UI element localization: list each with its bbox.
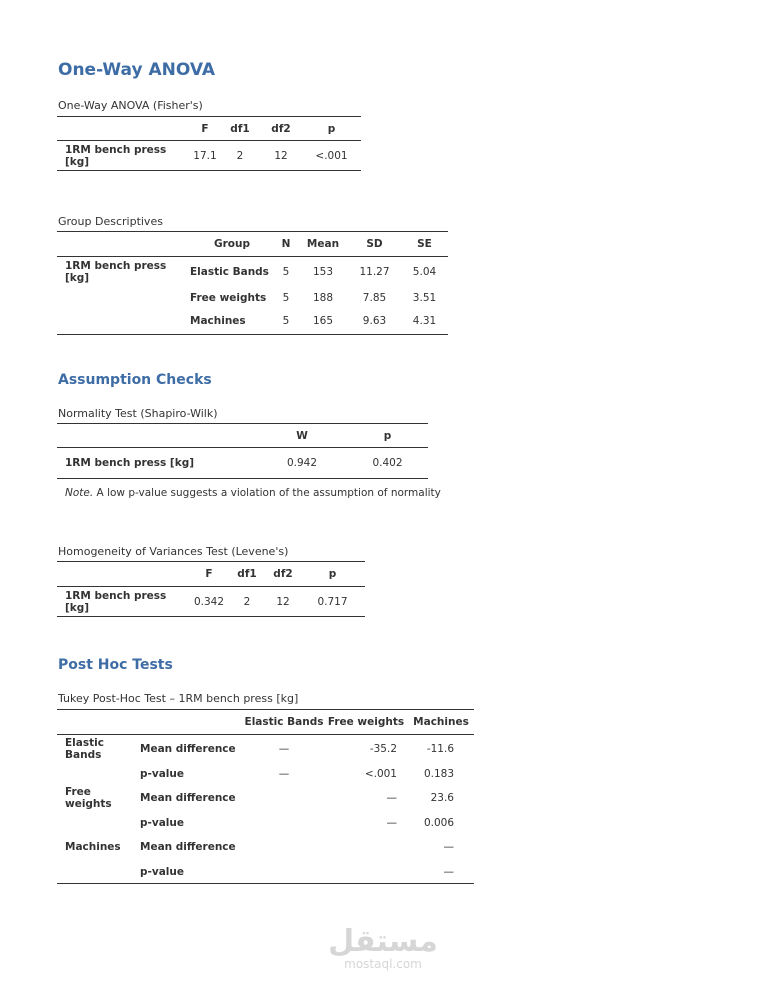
levene-f-value: 0.342	[193, 595, 225, 608]
descriptives-sd: 7.85	[362, 291, 387, 304]
levene-table	[57, 561, 365, 617]
levene-table-caption: Homogeneity of Variances Test (Levene's)	[58, 545, 289, 558]
assumptions-heading: Assumption Checks	[58, 372, 212, 388]
descriptives-n: 5	[282, 265, 290, 278]
anova-f-value: 17.1	[193, 149, 217, 162]
posthoc-cell: —	[278, 743, 290, 756]
descriptives-header-n: N	[281, 238, 291, 250]
levene-p-value: 0.717	[317, 595, 348, 608]
posthoc-cell: 0.006	[423, 816, 454, 829]
watermark-latin-text: mostaql.com	[344, 957, 422, 971]
anova-df2-value: 12	[274, 149, 288, 162]
descriptives-dependent-label: 1RM bench press [kg]	[65, 259, 167, 284]
normality-header-blank	[57, 424, 257, 448]
posthoc-cell: —	[278, 767, 290, 780]
posthoc-cell: —	[443, 841, 454, 853]
normality-w-value: 0.942	[286, 457, 318, 469]
table-row	[57, 309, 448, 335]
descriptives-header-mean: Mean	[306, 238, 340, 250]
table-row	[57, 833, 474, 862]
descriptives-mean: 153	[312, 265, 334, 278]
table-row	[57, 141, 361, 171]
mostaql-watermark	[318, 926, 448, 970]
posthoc-cell	[244, 784, 324, 813]
levene-header-df1: df1	[237, 568, 257, 580]
posthoc-group-label: Machines	[65, 841, 121, 853]
anova-heading: One-Way ANOVA	[58, 60, 216, 80]
descriptives-table-caption: Group Descriptives	[58, 215, 163, 228]
p-value-label: p-value	[140, 866, 184, 879]
posthoc-cell: —	[386, 792, 397, 804]
descriptives-n: 5	[282, 291, 290, 304]
table-row	[57, 784, 474, 813]
descriptives-n: 5	[282, 315, 290, 328]
normality-table-caption: Normality Test (Shapiro-Wilk)	[58, 407, 218, 420]
anova-header-blank	[57, 117, 190, 141]
posthoc-group-label: Free weights	[65, 786, 112, 810]
mean-difference-label: Mean difference	[140, 841, 236, 853]
anova-header-df2: df2	[271, 122, 291, 135]
descriptives-mean: 165	[312, 315, 334, 328]
descriptives-se: 3.51	[412, 291, 437, 304]
posthoc-cell	[244, 813, 324, 833]
descriptives-group-name: Elastic Bands	[190, 265, 269, 278]
levene-header-blank	[57, 562, 190, 587]
normality-header-p: p	[383, 429, 392, 442]
p-value-label: p-value	[140, 816, 184, 829]
posthoc-cell: —	[443, 866, 454, 879]
anova-header-df1: df1	[230, 122, 250, 135]
posthoc-header-blank	[140, 710, 244, 735]
normality-p-value: 0.402	[372, 457, 403, 469]
descriptives-group-name: Machines	[190, 315, 246, 328]
table-row	[57, 257, 448, 287]
descriptives-sd: 9.63	[362, 315, 387, 328]
anova-p-value: <.001	[315, 149, 348, 162]
posthoc-cell	[324, 833, 408, 862]
posthoc-header-elastic-bands: Elastic Bands	[244, 716, 324, 728]
descriptives-se: 4.31	[412, 315, 437, 328]
anova-df1-value: 2	[236, 149, 244, 162]
descriptives-table	[57, 231, 448, 335]
p-value-label: p-value	[140, 767, 184, 780]
posthoc-cell: -35.2	[369, 743, 397, 756]
levene-df1-value: 2	[243, 595, 251, 608]
descriptives-se: 5.04	[412, 265, 437, 278]
descriptives-header-group: Group	[213, 238, 250, 250]
descriptives-group-name: Free weights	[190, 291, 267, 304]
levene-header-f: F	[205, 568, 213, 580]
levene-header-p: p	[328, 568, 337, 580]
normality-table	[57, 423, 428, 479]
levene-header-df2: df2	[273, 568, 293, 580]
note-text: A low p-value suggests a violation of the assumption of normality	[96, 487, 441, 499]
posthoc-cell: —	[386, 816, 397, 829]
posthoc-group-label: Elastic Bands	[65, 737, 104, 762]
posthoc-header-blank	[57, 710, 140, 735]
table-row	[57, 862, 474, 884]
posthoc-heading: Post Hoc Tests	[58, 657, 173, 673]
posthoc-cell	[244, 862, 324, 884]
posthoc-header-machines: Machines	[413, 716, 469, 728]
levene-df2-value: 12	[276, 595, 290, 608]
table-row	[57, 587, 365, 617]
descriptives-mean: 188	[312, 291, 334, 304]
table-row	[57, 735, 474, 764]
mean-difference-label: Mean difference	[140, 792, 236, 804]
table-row	[57, 448, 428, 479]
levene-row-label: 1RM bench press [kg]	[65, 589, 167, 614]
posthoc-cell	[324, 862, 408, 884]
normality-header-w: W	[296, 429, 308, 442]
normality-row-label: 1RM bench press [kg]	[65, 457, 195, 469]
note-label: Note.	[65, 487, 94, 499]
anova-table	[57, 116, 361, 171]
table-row	[57, 813, 474, 833]
descriptives-sd: 11.27	[359, 265, 390, 278]
descriptives-header-blank	[57, 232, 190, 257]
posthoc-table	[57, 709, 474, 884]
posthoc-table-caption: Tukey Post-Hoc Test – 1RM bench press [kg]	[58, 692, 299, 705]
posthoc-cell: <.001	[364, 767, 397, 780]
posthoc-header-free-weights: Free weights	[327, 716, 405, 728]
anova-header-p: p	[327, 122, 336, 135]
posthoc-cell: -11.6	[426, 743, 454, 756]
posthoc-cell	[244, 833, 324, 862]
table-row	[57, 764, 474, 784]
anova-table-caption: One-Way ANOVA (Fisher's)	[58, 99, 203, 112]
descriptives-header-se: SE	[417, 238, 432, 250]
normality-note	[65, 487, 441, 499]
watermark-arabic-text: مستقل	[328, 924, 438, 959]
posthoc-cell: 23.6	[430, 792, 454, 804]
posthoc-cell: 0.183	[423, 767, 454, 780]
mean-difference-label: Mean difference	[140, 743, 236, 756]
descriptives-header-sd: SD	[366, 238, 383, 250]
table-row	[57, 287, 448, 309]
anova-header-f: F	[201, 122, 209, 135]
anova-row-label: 1RM bench press [kg]	[65, 143, 167, 168]
